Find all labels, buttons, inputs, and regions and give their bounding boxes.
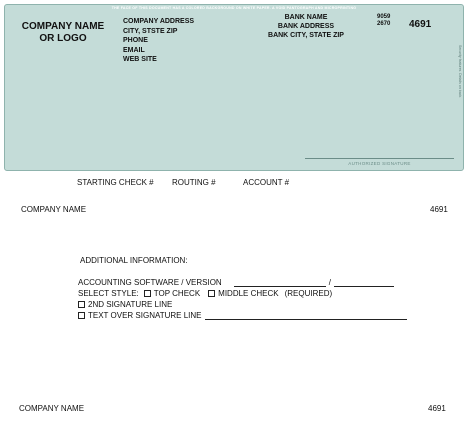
stub-2-company-name: COMPANY NAME <box>19 404 85 413</box>
logo-line-1: COMPANY NAME <box>21 21 105 32</box>
stub-1-check-number: 4691 <box>430 205 448 214</box>
bank-city-state-zip: BANK CITY, STATE ZIP <box>268 31 344 39</box>
logo-line-2: OR LOGO <box>39 33 87 44</box>
software-version-row <box>78 278 394 287</box>
bank-address: BANK ADDRESS <box>277 22 335 30</box>
software-version-field[interactable] <box>334 278 394 287</box>
top-check-label: TOP CHECK <box>153 289 201 298</box>
middle-check-option[interactable] <box>208 289 278 298</box>
starting-check-label: STARTING CHECK # <box>77 178 154 187</box>
side-security-text: Security features. Details on back. <box>458 45 462 99</box>
software-name-field[interactable] <box>234 278 326 287</box>
second-signature-checkbox[interactable] <box>78 301 85 308</box>
stub-2-check-number: 4691 <box>428 404 446 413</box>
company-address-line-1: COMPANY ADDRESS <box>123 18 195 25</box>
top-check-checkbox[interactable] <box>144 290 151 297</box>
fraction-top: 9059 <box>377 14 391 20</box>
account-label: ACCOUNT # <box>243 178 290 187</box>
company-address-block <box>123 17 194 65</box>
routing-label: ROUTING # <box>172 178 216 187</box>
company-logo-placeholder <box>14 21 112 45</box>
signature-label: AUTHORIZED SIGNATURE <box>348 161 411 166</box>
text-over-signature-row <box>78 311 407 320</box>
security-notice: THE FACE OF THIS DOCUMENT HAS A COLORED BACKGROUND ON WHITE PAPER. A VOID PANTOGRAPH AND MICROPRINTING <box>111 6 357 10</box>
second-signature-label: 2ND SIGNATURE LINE <box>88 300 173 309</box>
software-version-label: ACCOUNTING SOFTWARE / VERSION <box>78 278 222 287</box>
select-style-row <box>78 289 332 298</box>
check-face <box>4 4 464 171</box>
bank-info-block <box>255 14 357 40</box>
stub-1-company-name: COMPANY NAME <box>21 205 87 214</box>
check-number: 4691 <box>409 19 432 30</box>
fraction-bottom: 2670 <box>377 21 391 27</box>
text-over-signature-label: TEXT OVER SIGNATURE LINE <box>88 311 202 320</box>
signature-line <box>305 158 454 159</box>
software-separator: / <box>328 278 331 287</box>
bank-name: BANK NAME <box>284 14 328 21</box>
company-email: EMAIL <box>123 46 145 54</box>
additional-info-heading: ADDITIONAL INFORMATION: <box>80 256 188 265</box>
required-note: (REQUIRED) <box>284 289 333 298</box>
middle-check-label: MIDDLE CHECK <box>218 289 279 298</box>
second-signature-row[interactable] <box>78 300 172 309</box>
company-phone: PHONE <box>123 37 148 44</box>
bank-fraction-code <box>377 14 390 28</box>
text-over-signature-checkbox[interactable] <box>78 312 85 319</box>
middle-check-checkbox[interactable] <box>208 290 215 297</box>
company-address-line-2: CITY, STSTE ZIP <box>123 27 178 35</box>
text-over-signature-field[interactable] <box>205 311 407 320</box>
select-style-label: SELECT STYLE: <box>78 289 139 298</box>
top-check-option[interactable] <box>144 289 200 298</box>
company-website: WEB SITE <box>123 56 157 63</box>
